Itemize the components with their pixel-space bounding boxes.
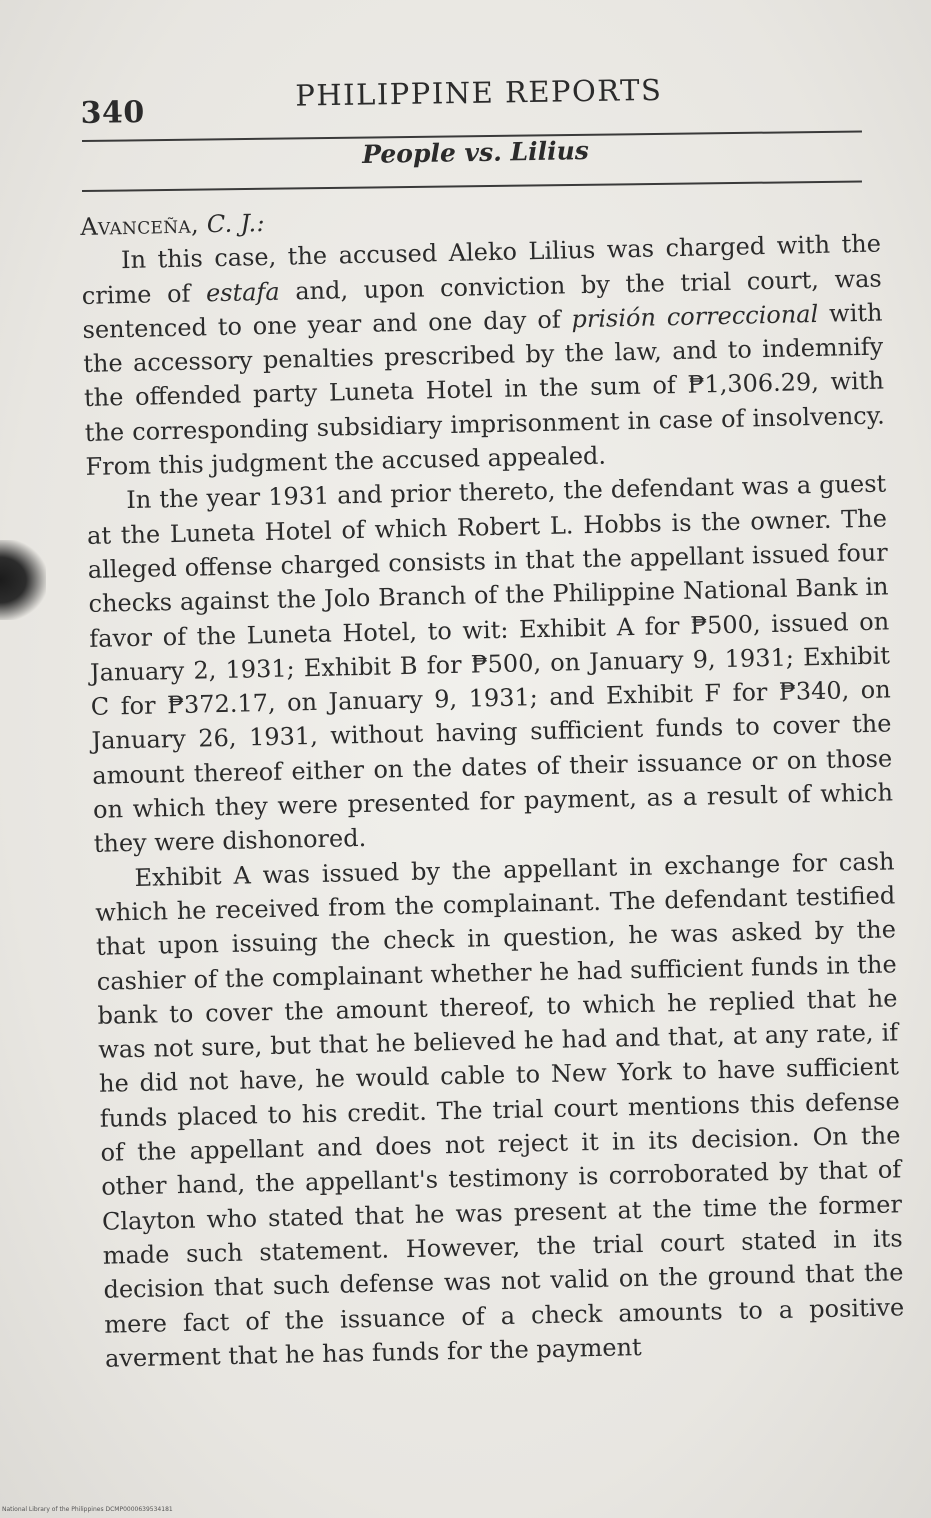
page-number: 340 (80, 94, 145, 131)
paragraph-1-part: In this case, the accused Aleko Lilius was charged with the crime of (81, 229, 882, 310)
page-header (80, 66, 863, 131)
paragraph-1-part: and, upon conviction by the trial court, was sentenced to one year and one day of (82, 264, 882, 344)
paragraph-1-italic-estafa: estafa (205, 277, 280, 307)
paragraph-1-part: with the accessory penalties prescribed by the law, and to indemnify the offended party Luneta Hotel in the sum of ₱1,306.29, with the corresponding subsidiary imprisonment in case of insolvency. From this judgment the accused appealed. (83, 298, 885, 482)
paragraph-1-italic-prision: prisión correccional (571, 299, 819, 334)
case-title: People vs. Lilius (362, 136, 590, 169)
paragraph-3: Exhibit A was issued by the appellant in exchange for cash which he received from the complainant. The defendant testified that upon issuing the check in question, he was asked by the cashier of the complainant whether he had sufficient funds in the bank to cover the amount thereof, to which he replied that he was not sure, but that he believed he had and that, at any rate, if he did not have, he would cable to New York to have sufficient funds placed to his credit. The trial court mentions this defense of the appellant and does not reject it in its decision. On the other hand, the appellant's testimony is corroborated by that of Clayton who stated that he was present at the time the former made such statement. However, the trial court stated in its decision that such defense was not valid on the ground that the mere fact of the issuance of a check amounts to a positive averment that he has funds for the payment (95, 847, 905, 1373)
author-name: Avanceña, (80, 210, 200, 241)
paragraph-2: In the year 1931 and prior thereto, the defendant was a guest at the Luneta Hotel of which Robert L. Hobbs is the owner. The alleged offense charged consists in that the appellant issued four checks against the Jolo Branch of the Philippine National Bank in favor of the Luneta Hotel, to wit: Exhibit A for ₱500, issued on January 2, 1931; Exhibit B for ₱500, on January 9, 1931; Exhibit C for ₱372.17, on January 9, 1931; and Exhibit F for ₱340, on January 26, 1931, without having sufficient funds to cover the amount thereof either on the dates of their issuance or on those on which they were presented for payment, as a result of which they were dishonored. (86, 469, 894, 859)
binding-shadow (0, 540, 46, 620)
opinion-body (80, 193, 905, 1376)
author-title: C. J.: (206, 208, 266, 239)
paragraph-1 (81, 227, 886, 484)
running-head: PHILIPPINE REPORTS (295, 72, 663, 113)
header-rule-bottom (82, 180, 862, 192)
scan-credit: National Library of the Philippines DCMP0000639534181 (2, 1506, 173, 1513)
